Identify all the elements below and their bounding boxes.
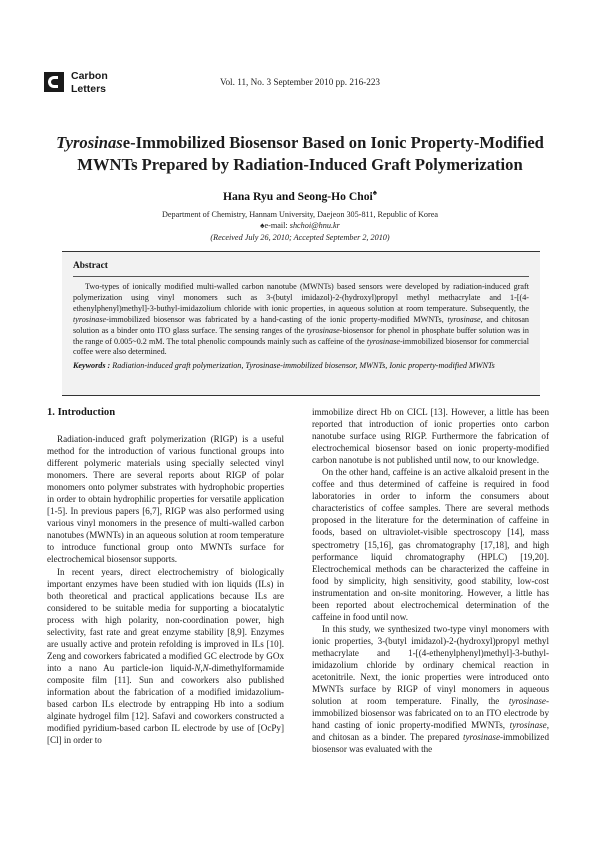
intro-p2-seg-2: -dimethylformamide composite film [11]. Sun and coworkers also published information about the fabrication of a modified imidazolium-based carbon ILs electrode by entrapping Hb into a sodium alginate hydrogel film [12]. Safavi and coworkers constructed a modified pyridium-based carbon IL electrode by use of [OcPy][Cl] in order to: [47, 662, 284, 746]
study-italic-3: tyrosinase: [462, 732, 500, 743]
abstract-italic-1: tyrosinase: [73, 314, 107, 324]
intro-p2-italic: N,N: [194, 662, 209, 673]
study-italic-1: tyrosinase: [508, 696, 546, 707]
keywords-label: Keywords :: [73, 361, 111, 370]
title-line-2: MWNTs Prepared by Radiation-Induced Graft Polymerization: [77, 155, 523, 174]
email-line: [30, 220, 570, 231]
abstract-seg-4: -biosensor for phenol in phosphate buffer solution was in the range of 0.005~0.2 mM. The total phenolic compounds mainly such as caffeine of the: [73, 325, 529, 346]
intro-paragraph-2: [47, 566, 284, 747]
abstract-text: [73, 282, 529, 358]
journal-issue-info: Vol. 11, No. 3 September 2010 pp. 216-223: [220, 77, 381, 87]
abstract-seg-5: -immobilized biosensor for commercial coffee were also determined.: [73, 336, 529, 357]
paper-title: [30, 132, 570, 176]
carbon-letters-logo-icon: [44, 72, 64, 92]
abstract-box: [62, 251, 540, 396]
logo-line-2: Letters: [71, 82, 107, 95]
email-label: ♠e-mail:: [260, 221, 290, 231]
author-list: [30, 190, 570, 203]
logo-line-1: Carbon: [71, 70, 108, 82]
title-line-1: [30, 132, 570, 154]
abstract-heading: Abstract: [73, 261, 108, 271]
abstract-italic-4: tyrosinase: [366, 336, 400, 346]
study-italic-2: tyrosinase: [509, 720, 547, 731]
intro-p2-seg-1: In recent years, direct electrochemistry of biologically important enzymes have been studied with ion liquids (ILs) in both theoretical and practical applications because ILs are considered to be suitable media for supporting a biocatalytic process with high polarity, non-coordination power, high selectivity, fast rate and great enzyme stability [8,9]. Enzymes are usually active and protein refolding is improved in ILs [10]. Zeng and coworkers fabricated a modified GC electrode by GOx into a nano Au particle-ion liquid-: [47, 566, 284, 673]
intro-paragraph-this-study: [312, 623, 549, 756]
journal-logo: [44, 70, 144, 96]
left-column: [47, 406, 284, 746]
study-seg-3: , and chitosan as a binder. The prepared: [312, 720, 549, 743]
abstract-italic-3: tyrosinase: [306, 325, 340, 335]
abstract-seg-2: -immobilized biosensor was fabricated by a hand-casting of the ionic property-modified MWNTs,: [106, 314, 448, 324]
study-seg-4: -immobilized biosensor was evaluated with the: [312, 732, 549, 755]
abstract-divider: [73, 276, 529, 277]
study-seg-2: -immobilized biosensor was fabricated on to an ITO electrode by hand casting of ionic property-modified MWNTs,: [312, 696, 549, 731]
email-address[interactable]: shchoi@hnu.kr: [289, 221, 340, 231]
corresponding-author-mark: ♠: [372, 188, 377, 198]
intro-paragraph-caffeine: On the other hand, caffeine is an active alkaloid present in the coffee and thus determined of caffeine is required in food laboratories in order to inform the consumers about characteristics of coffee samples. There are several methods proposed in the literature for the determination of caffeine in foods, based on ultraviolet-visible spectroscopy [14], mass spectrometry [15,16], gas chromatography [17,18], and high performance liquid chromatography (HPLC) [19,20]. Electrochemical methods can be characterized the caffeine in food by simplicity, high sensitivity, good stability, low-cost instrumentation and on-site monitoring. However, a little has been reported about electrochemical determination of the caffeine in food until now.: [312, 467, 549, 622]
section-heading-introduction: 1. Introduction: [47, 407, 116, 418]
abstract-italic-2: tyrosinase: [447, 314, 481, 324]
abstract-seg-3: , and chitosan solution as a binder onto ITO glass surface. The sensing ranges of the: [73, 314, 529, 335]
author-names: Hana Ryu and Seong-Ho Choi: [223, 190, 373, 203]
received-dates: [30, 232, 570, 243]
journal-logo-text: [71, 70, 108, 95]
title-line-1-rest: e-Immobilized Biosensor Based on Ionic Property-Modified: [122, 133, 544, 152]
intro-paragraph-1: Radiation-induced graft polymerization (RIGP) is a useful method for the introduction of various functional groups into different polymeric materials using specially selected vinyl monomers. There are several reports about RIGP of polar monomers onto polymer substrates with hydrophobic properties in order to obtain hydrophilic properties for versatile application [1-5]. In previous papers [6,7], RIGP was also performed using various vinyl monomers in the presence of multi-walled carbon nanotubes (MWNTs) in an aqueous solution at room temperature to introduce functional group onto MWNTs surface for electrochemical biosensor supports.: [47, 434, 284, 565]
department: Department of Chemistry, Hannam University, Daejeon 305-811, Republic of Korea: [161, 210, 439, 219]
intro-paragraph-continued: immobilize direct Hb on CICL [13]. However, a little has been reported that introduction of ionic properties onto carbon nanotube surface using RIGP. Furthermore the fabrication of electrochemical biosensor based on ionic property-modified carbon nanotube is not published until now, to our knowledge.: [312, 407, 549, 466]
keywords: [73, 361, 529, 372]
affiliation-block: [30, 209, 570, 243]
study-seg-1: In this study, we synthesized two-type vinyl monomers with ionic properties, 3-(butyl imidazol)-2-(hydroxyl)propyl methyl methacrylate and 1-[(4-ethenylphenyl)methyl]-3-buthyl-imidazolium chloride by ordinary chemical reaction in acetonitrile. Next, the ionic properties were introduced onto MWNTs surface by RIGP of vinyl monomers in aqueous solution at room temperature. Finally, the: [312, 623, 549, 707]
keywords-list: Radiation-induced graft polymerization, Tyrosinase-immobilized biosensor, MWNTs, Ionic property-modified MWNTs: [110, 361, 495, 370]
title-italic-part: Tyrosinas: [56, 133, 123, 152]
abstract-seg-1: Two-types of ionically modified multi-walled carbon nanotube (MWNTs) based sensors were developed by radiation-induced graft polymerization using vinyl monomers such as 3-(butyl imidazol)-2-(hydroxyl)propyl methyl methacrylate and 1-[(4-ethenylphenyl)methyl]-3-buthyl-imidazolium chloride with ionic properties, in aqueous solution at room temperature. Subsequently, the: [73, 282, 529, 313]
received-dates-text: (Received July 26, 2010; Accepted September 2, 2010): [210, 232, 390, 242]
right-column: [312, 406, 549, 755]
